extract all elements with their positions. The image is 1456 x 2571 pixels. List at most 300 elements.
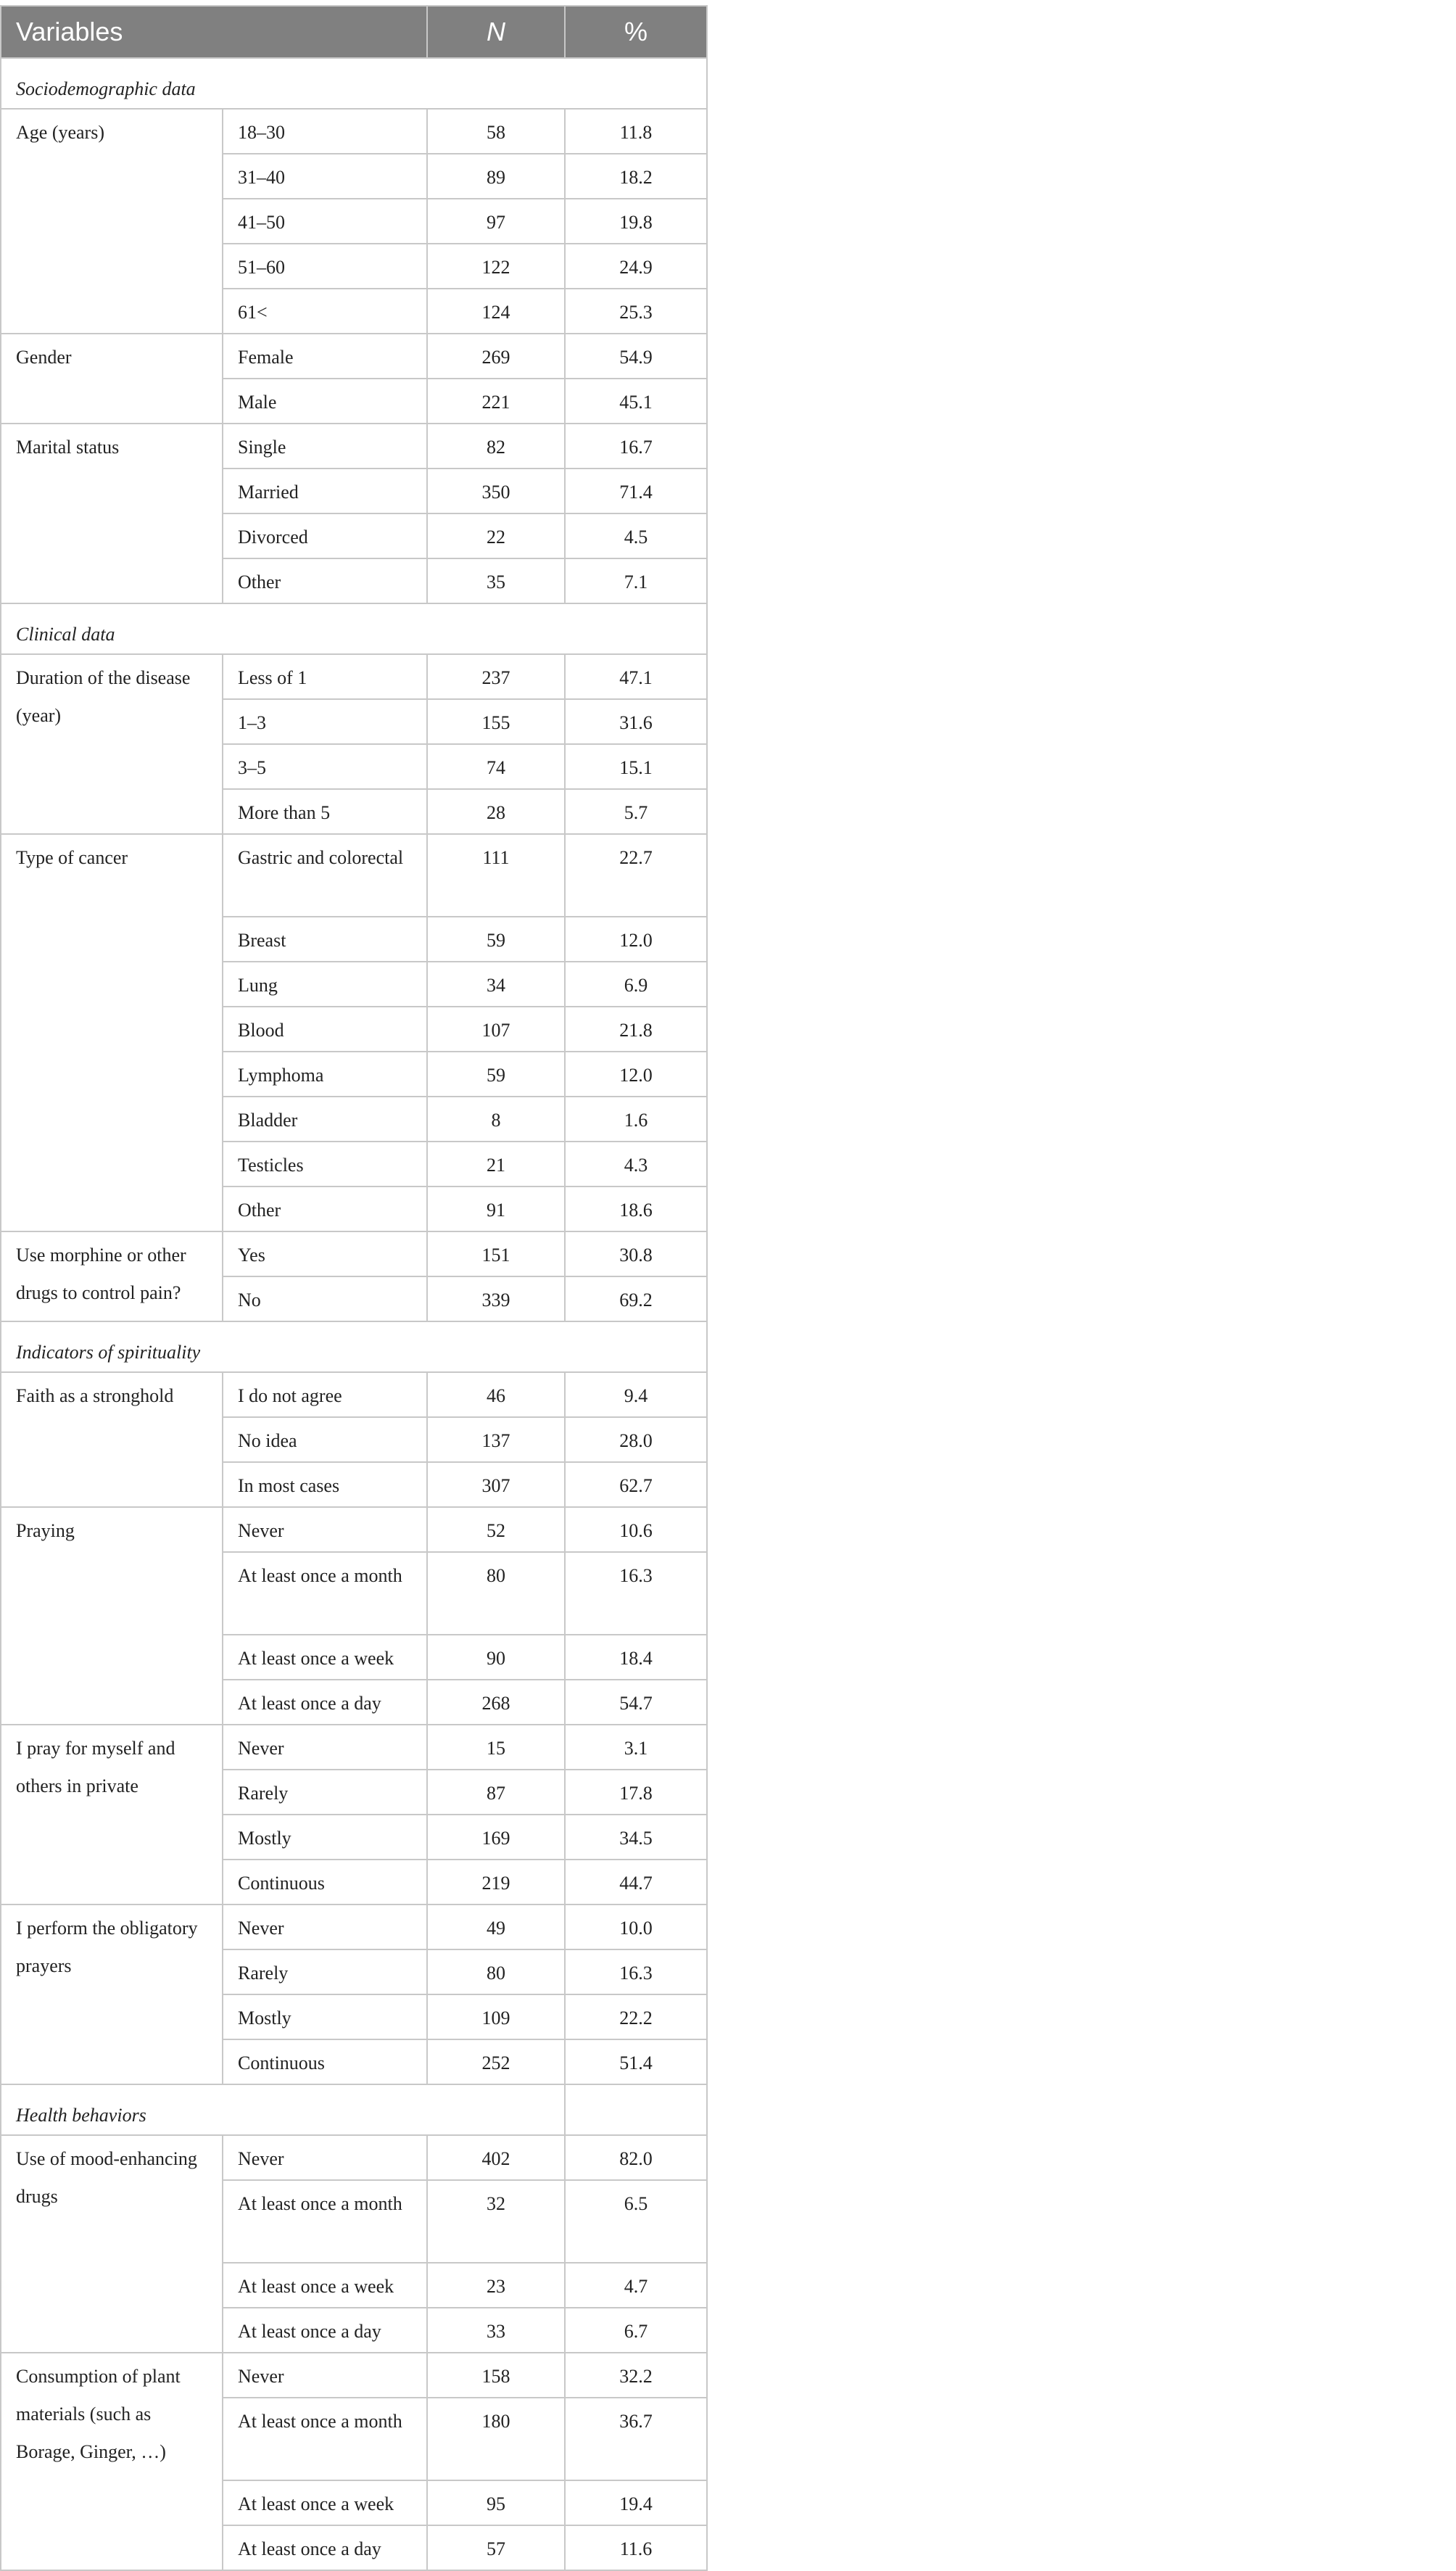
variable-label-text: I perform the obligatory prayers (16, 1918, 198, 1976)
category-cell (223, 1904, 427, 1949)
table-row (1, 109, 707, 154)
n-cell-text: 307 (481, 1475, 510, 1496)
percent-cell (565, 654, 707, 699)
category-cell-text: Rarely (238, 1783, 289, 1804)
n-cell (427, 2398, 565, 2480)
percent-cell-text: 45.1 (619, 392, 653, 413)
percent-cell-text: 15.1 (619, 757, 653, 778)
n-cell (427, 2180, 565, 2263)
n-cell (427, 834, 565, 917)
percent-cell (565, 379, 707, 424)
empty-cell (565, 2084, 707, 2135)
variable-label-text: Praying (16, 1520, 75, 1541)
n-cell (427, 2135, 565, 2180)
category-cell (223, 379, 427, 424)
percent-cell-text: 7.1 (624, 571, 648, 593)
category-cell (223, 469, 427, 513)
n-cell (427, 2525, 565, 2570)
percent-cell (565, 2308, 707, 2353)
category-cell (223, 1142, 427, 1187)
percent-cell (565, 1860, 707, 1904)
percent-cell-text: 22.7 (619, 847, 653, 868)
section-title: Clinical data (1, 603, 707, 654)
variable-label-text: Consumption of plant materials (such as Borage, Ginger, …) (16, 2366, 181, 2462)
percent-cell (565, 2263, 707, 2308)
category-cell-text: At least once a week (238, 2493, 394, 2514)
percent-cell (565, 1507, 707, 1552)
category-cell-text: 31–40 (238, 167, 285, 188)
n-cell (427, 109, 565, 154)
n-cell-text: 219 (481, 1873, 510, 1894)
category-cell-text: Blood (238, 1020, 284, 1041)
n-cell-text: 74 (487, 757, 506, 778)
n-cell-text: 22 (487, 527, 506, 548)
n-cell-text: 221 (481, 392, 510, 413)
variable-label-text: Use of mood-enhancing drugs (16, 2148, 197, 2207)
category-cell (223, 2180, 427, 2263)
percent-cell (565, 334, 707, 379)
category-cell-text: Other (238, 571, 281, 593)
variable-label (1, 1507, 223, 1725)
category-cell-text: Mostly (238, 2007, 291, 2029)
percent-cell (565, 1635, 707, 1680)
category-cell-text: At least once a day (238, 2538, 381, 2559)
percent-cell (565, 1142, 707, 1187)
n-cell-text: 169 (481, 1828, 510, 1849)
n-cell-text: 180 (481, 2411, 510, 2432)
category-cell-text: Never (238, 2148, 284, 2169)
category-cell (223, 2263, 427, 2308)
table-row (1, 1904, 707, 1949)
n-cell-text: 97 (487, 212, 506, 233)
category-cell-text: Never (238, 2366, 284, 2387)
category-cell-text: Single (238, 437, 286, 458)
n-cell (427, 1372, 565, 1417)
percent-cell-text: 16.3 (619, 1565, 653, 1586)
percent-cell (565, 289, 707, 334)
category-cell-text: I do not agree (238, 1385, 342, 1406)
n-cell-text: 90 (487, 1648, 506, 1669)
percent-cell-text: 10.6 (619, 1520, 653, 1541)
category-cell (223, 1815, 427, 1860)
n-cell-text: 59 (487, 1065, 506, 1086)
table-row (1, 1231, 707, 1276)
category-cell (223, 1680, 427, 1725)
n-cell (427, 699, 565, 744)
n-cell (427, 1097, 565, 1142)
percent-cell-text: 31.6 (619, 712, 653, 733)
variable-label (1, 1372, 223, 1507)
variable-label (1, 834, 223, 1231)
percent-cell (565, 1725, 707, 1770)
percent-cell-text: 18.6 (619, 1200, 653, 1221)
n-cell (427, 789, 565, 834)
category-cell (223, 1462, 427, 1507)
table-body (1, 58, 707, 2570)
percent-cell-text: 17.8 (619, 1783, 653, 1804)
n-cell (427, 1142, 565, 1187)
percent-cell (565, 2135, 707, 2180)
n-cell (427, 1635, 565, 1680)
percent-cell-text: 3.1 (624, 1738, 648, 1759)
category-cell (223, 1994, 427, 2039)
variable-label-text: Gender (16, 347, 72, 368)
category-cell-text: Never (238, 1918, 284, 1939)
n-cell (427, 2353, 565, 2398)
category-cell (223, 654, 427, 699)
percent-cell-text: 10.0 (619, 1918, 653, 1939)
n-cell-text: 28 (487, 802, 506, 823)
category-cell (223, 1052, 427, 1097)
n-cell (427, 1276, 565, 1321)
n-cell-text: 252 (481, 2052, 510, 2073)
category-cell-text: Lung (238, 975, 278, 996)
percent-cell-text: 18.2 (619, 167, 653, 188)
percent-cell-text: 6.7 (624, 2321, 648, 2342)
percent-cell-text: 28.0 (619, 1430, 653, 1451)
n-cell-text: 151 (481, 1245, 510, 1266)
percent-cell (565, 154, 707, 199)
n-cell-text: 402 (481, 2148, 510, 2169)
header-row (1, 6, 707, 58)
percent-cell (565, 109, 707, 154)
category-cell-text: Continuous (238, 1873, 325, 1894)
category-cell-text: Continuous (238, 2052, 325, 2073)
n-cell-text: 237 (481, 667, 510, 688)
percent-cell (565, 962, 707, 1007)
variable-label (1, 1231, 223, 1321)
percent-cell-text: 47.1 (619, 667, 653, 688)
category-cell (223, 424, 427, 469)
n-cell-text: 122 (481, 257, 510, 278)
variable-label (1, 2353, 223, 2570)
n-cell (427, 1725, 565, 1770)
category-cell-text: At least once a day (238, 1693, 381, 1714)
n-cell-text: 34 (487, 975, 506, 996)
percent-cell (565, 917, 707, 962)
section-row (1, 2084, 707, 2135)
variable-label (1, 334, 223, 424)
variable-label-text: Duration of the disease (year) (16, 667, 191, 726)
n-cell (427, 1417, 565, 1462)
variable-label (1, 424, 223, 603)
category-cell-text: No (238, 1289, 261, 1311)
n-cell (427, 513, 565, 558)
table-row (1, 1725, 707, 1770)
variable-label-text: Faith as a stronghold (16, 1385, 174, 1406)
table-row (1, 654, 707, 699)
n-cell (427, 1552, 565, 1635)
category-cell-text: Gastric and colorectal (238, 847, 404, 868)
n-cell (427, 154, 565, 199)
n-cell-text: 268 (481, 1693, 510, 1714)
category-cell-text: More than 5 (238, 802, 331, 823)
percent-cell-text: 69.2 (619, 1289, 653, 1311)
category-cell (223, 2480, 427, 2525)
category-cell-text: 41–50 (238, 212, 285, 233)
category-cell (223, 513, 427, 558)
category-cell (223, 699, 427, 744)
category-cell (223, 558, 427, 603)
n-cell-text: 95 (487, 2493, 506, 2514)
percent-cell (565, 1007, 707, 1052)
category-cell (223, 744, 427, 789)
n-cell (427, 1949, 565, 1994)
table-row (1, 1372, 707, 1417)
category-cell (223, 154, 427, 199)
n-cell-text: 124 (481, 302, 510, 323)
n-cell-text: 32 (487, 2193, 506, 2214)
table-row (1, 834, 707, 917)
percent-cell-text: 6.5 (624, 2193, 648, 2214)
category-cell-text: Never (238, 1520, 284, 1541)
header-percent: % (565, 6, 707, 58)
category-cell (223, 334, 427, 379)
category-cell (223, 1949, 427, 1994)
category-cell (223, 1770, 427, 1815)
table-row (1, 424, 707, 469)
n-cell (427, 379, 565, 424)
percent-cell (565, 2398, 707, 2480)
percent-cell-text: 4.3 (624, 1155, 648, 1176)
variable-label-text: Use morphine or other drugs to control pain? (16, 1245, 186, 1303)
percent-cell (565, 1462, 707, 1507)
percent-cell (565, 2480, 707, 2525)
category-cell (223, 1417, 427, 1462)
n-cell-text: 33 (487, 2321, 506, 2342)
category-cell-text: In most cases (238, 1475, 340, 1496)
percent-cell-text: 44.7 (619, 1873, 653, 1894)
category-cell-text: Mostly (238, 1828, 291, 1849)
n-cell-text: 80 (487, 1565, 506, 1586)
variable-label-text: Marital status (16, 437, 120, 458)
n-cell-text: 158 (481, 2366, 510, 2387)
n-cell-text: 15 (487, 1738, 506, 1759)
section-title: Health behaviors (1, 2084, 565, 2135)
section-title: Indicators of spirituality (1, 1321, 707, 1372)
percent-cell-text: 21.8 (619, 1020, 653, 1041)
percent-cell (565, 2353, 707, 2398)
percent-cell-text: 16.3 (619, 1963, 653, 1984)
category-cell-text: Married (238, 482, 299, 503)
percent-cell (565, 1417, 707, 1462)
category-cell (223, 2398, 427, 2480)
n-cell (427, 1680, 565, 1725)
category-cell (223, 244, 427, 289)
percent-cell (565, 1552, 707, 1635)
category-cell (223, 1552, 427, 1635)
percent-cell-text: 34.5 (619, 1828, 653, 1849)
percent-cell (565, 744, 707, 789)
n-cell (427, 2039, 565, 2084)
percent-cell (565, 1097, 707, 1142)
percent-cell (565, 1994, 707, 2039)
category-cell-text: 18–30 (238, 122, 285, 143)
n-cell (427, 244, 565, 289)
n-cell-text: 21 (487, 1155, 506, 1176)
percent-cell-text: 51.4 (619, 2052, 653, 2073)
section-row (1, 1321, 707, 1372)
percent-cell-text: 12.0 (619, 1065, 653, 1086)
percent-cell (565, 424, 707, 469)
n-cell (427, 334, 565, 379)
percent-cell (565, 789, 707, 834)
percent-cell (565, 1187, 707, 1231)
header-n: N (427, 6, 565, 58)
variable-label (1, 654, 223, 834)
percent-cell (565, 244, 707, 289)
percent-cell (565, 558, 707, 603)
percent-cell-text: 19.8 (619, 212, 653, 233)
category-cell-text: At least once a month (238, 2193, 402, 2214)
category-cell (223, 109, 427, 154)
n-cell-text: 58 (487, 122, 506, 143)
percent-cell-text: 25.3 (619, 302, 653, 323)
variable-label (1, 2135, 223, 2353)
category-cell (223, 1097, 427, 1142)
n-cell (427, 1462, 565, 1507)
category-cell (223, 1725, 427, 1770)
percent-cell (565, 469, 707, 513)
n-cell (427, 1904, 565, 1949)
table-row (1, 334, 707, 379)
category-cell-text: Other (238, 1200, 281, 1221)
category-cell-text: Bladder (238, 1110, 298, 1131)
n-cell (427, 1052, 565, 1097)
n-cell (427, 1187, 565, 1231)
n-cell-text: 91 (487, 1200, 506, 1221)
percent-cell-text: 18.4 (619, 1648, 653, 1669)
variable-label (1, 1725, 223, 1904)
percent-cell-text: 1.6 (624, 1110, 648, 1131)
section-row (1, 58, 707, 109)
category-cell-text: At least once a month (238, 1565, 402, 1586)
n-cell-text: 52 (487, 1520, 506, 1541)
n-cell (427, 1231, 565, 1276)
variable-label-text: Age (years) (16, 122, 104, 143)
percent-cell (565, 699, 707, 744)
n-cell (427, 1994, 565, 2039)
category-cell-text: At least once a day (238, 2321, 381, 2342)
n-cell (427, 2308, 565, 2353)
variable-label (1, 109, 223, 334)
n-cell-text: 46 (487, 1385, 506, 1406)
category-cell (223, 962, 427, 1007)
n-cell-text: 107 (481, 1020, 510, 1041)
category-cell-text: Breast (238, 930, 286, 951)
percent-cell-text: 9.4 (624, 1385, 648, 1406)
category-cell (223, 1231, 427, 1276)
table-row (1, 2135, 707, 2180)
category-cell (223, 1860, 427, 1904)
n-cell-text: 269 (481, 347, 510, 368)
percent-cell (565, 1052, 707, 1097)
percent-cell (565, 834, 707, 917)
category-cell (223, 2525, 427, 2570)
category-cell (223, 917, 427, 962)
n-cell (427, 744, 565, 789)
percent-cell-text: 16.7 (619, 437, 653, 458)
percent-cell-text: 22.2 (619, 2007, 653, 2029)
percent-cell (565, 513, 707, 558)
n-cell-text: 111 (482, 847, 510, 868)
percent-cell (565, 1372, 707, 1417)
percent-cell-text: 62.7 (619, 1475, 653, 1496)
category-cell-text: 3–5 (238, 757, 266, 778)
n-cell-text: 137 (481, 1430, 510, 1451)
category-cell (223, 2308, 427, 2353)
percent-cell (565, 2525, 707, 2570)
n-cell (427, 199, 565, 244)
variable-label (1, 1904, 223, 2084)
section-title: Sociodemographic data (1, 58, 707, 109)
n-cell (427, 424, 565, 469)
variable-label-text: I pray for myself and others in private (16, 1738, 175, 1796)
percent-cell-text: 4.7 (624, 2276, 648, 2297)
percent-cell-text: 24.9 (619, 257, 653, 278)
category-cell (223, 789, 427, 834)
percent-cell (565, 1815, 707, 1860)
percent-cell-text: 5.7 (624, 802, 648, 823)
n-cell (427, 1770, 565, 1815)
table-row (1, 2353, 707, 2398)
n-cell (427, 1860, 565, 1904)
percent-cell (565, 1949, 707, 1994)
percent-cell (565, 1770, 707, 1815)
percent-cell (565, 2180, 707, 2263)
data-table (0, 5, 708, 2571)
table-row (1, 1507, 707, 1552)
n-cell (427, 1815, 565, 1860)
category-cell (223, 1007, 427, 1052)
n-cell (427, 917, 565, 962)
n-cell (427, 289, 565, 334)
category-cell-text: Rarely (238, 1963, 289, 1984)
category-cell-text: Yes (238, 1245, 265, 1266)
n-cell-text: 109 (481, 2007, 510, 2029)
category-cell-text: 1–3 (238, 712, 266, 733)
n-cell (427, 2480, 565, 2525)
n-cell-text: 155 (481, 712, 510, 733)
category-cell-text: Female (238, 347, 294, 368)
category-cell (223, 1372, 427, 1417)
percent-cell (565, 1680, 707, 1725)
category-cell (223, 1276, 427, 1321)
n-cell (427, 1507, 565, 1552)
percent-cell-text: 82.0 (619, 2148, 653, 2169)
percent-cell-text: 30.8 (619, 1245, 653, 1266)
percent-cell-text: 19.4 (619, 2493, 653, 2514)
n-cell-text: 23 (487, 2276, 506, 2297)
n-cell-text: 350 (481, 482, 510, 503)
category-cell-text: No idea (238, 1430, 297, 1451)
n-cell (427, 558, 565, 603)
category-cell-text: Never (238, 1738, 284, 1759)
category-cell (223, 1187, 427, 1231)
percent-cell (565, 1904, 707, 1949)
n-cell (427, 654, 565, 699)
n-cell-text: 80 (487, 1963, 506, 1984)
n-cell-text: 57 (487, 2538, 506, 2559)
percent-cell (565, 1276, 707, 1321)
percent-cell-text: 12.0 (619, 930, 653, 951)
category-cell-text: Divorced (238, 527, 308, 548)
n-cell-text: 339 (481, 1289, 510, 1311)
section-row (1, 603, 707, 654)
n-cell-text: 89 (487, 167, 506, 188)
percent-cell (565, 199, 707, 244)
n-cell-text: 82 (487, 437, 506, 458)
